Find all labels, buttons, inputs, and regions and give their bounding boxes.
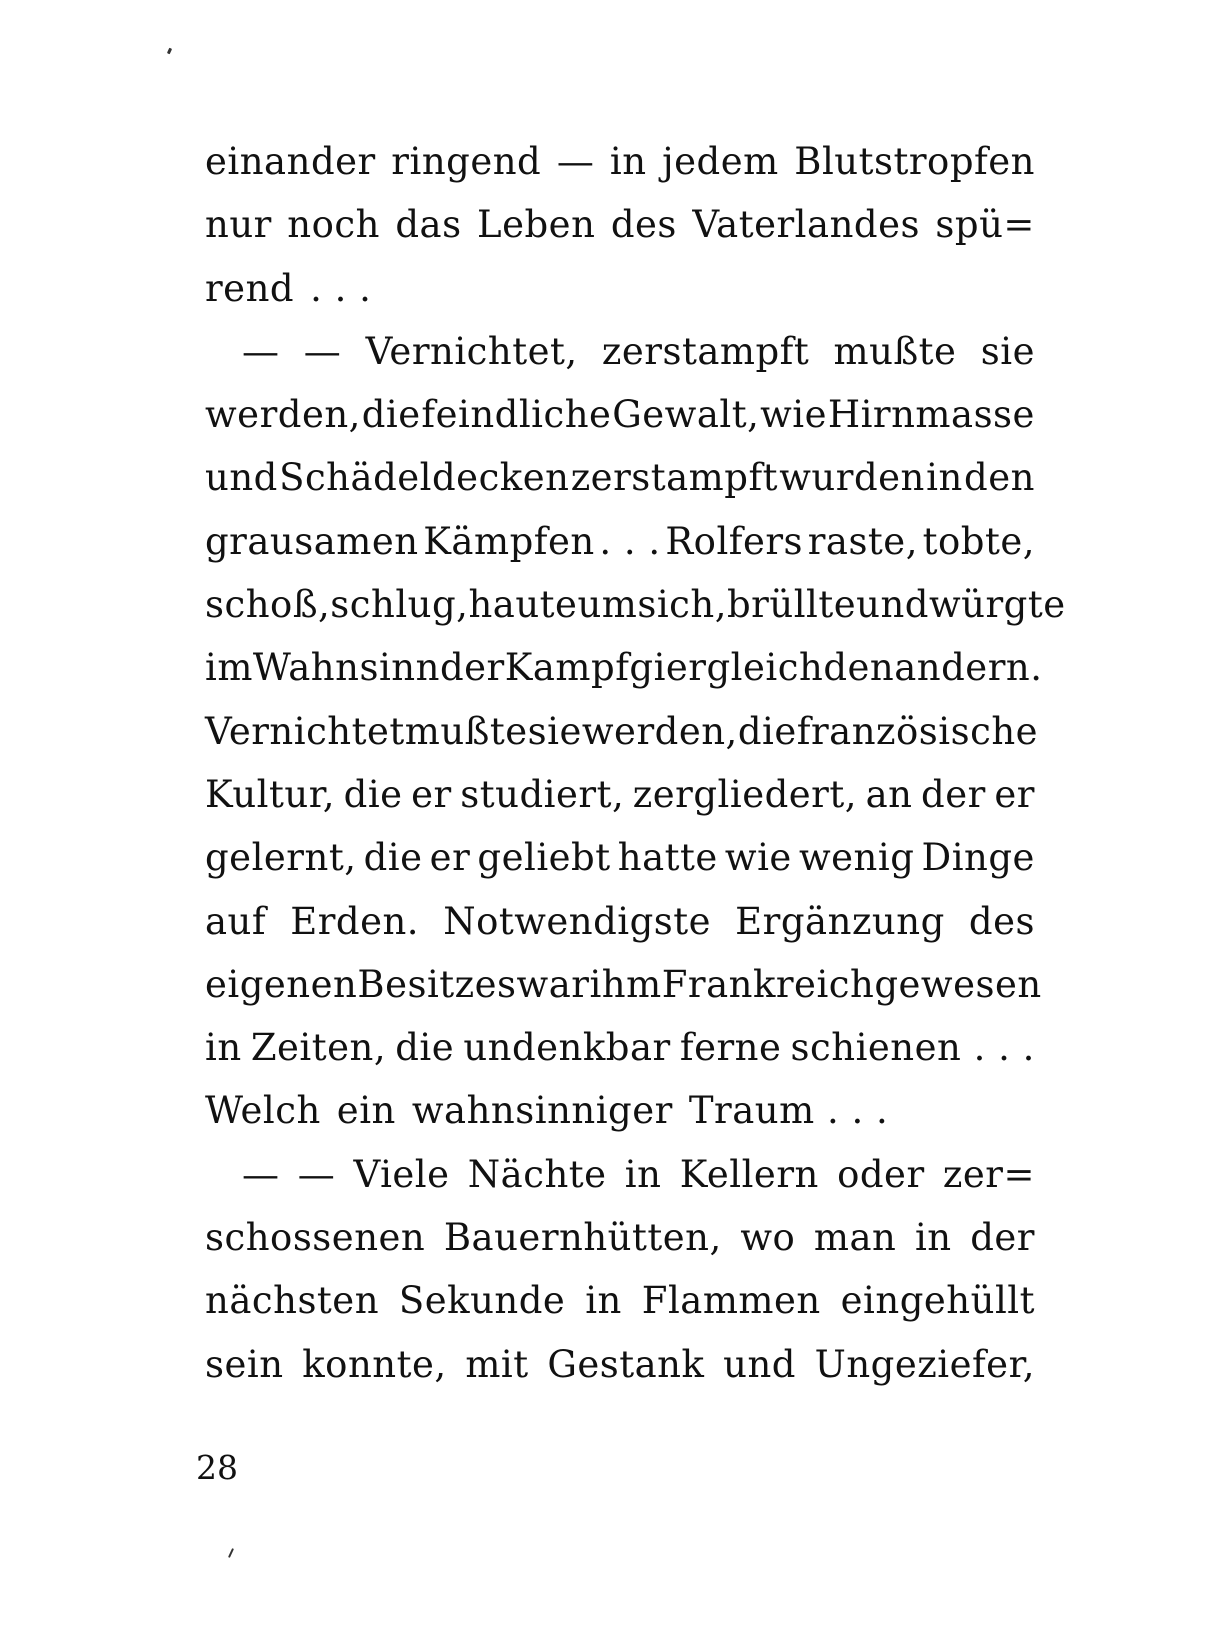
word: grausamen	[205, 519, 419, 563]
text-line	[205, 1143, 1035, 1206]
body-text	[205, 130, 1066, 1396]
word: in	[914, 1216, 952, 1260]
word: ein	[336, 1089, 396, 1133]
text-line	[205, 826, 1035, 889]
word: werden,	[205, 393, 361, 437]
word: gleich	[706, 646, 824, 690]
word: in	[624, 1152, 662, 1196]
text-line	[205, 130, 1035, 193]
word: Besitzes	[357, 962, 517, 1006]
word: mit	[465, 1342, 529, 1386]
word: der	[439, 646, 505, 690]
text-line	[205, 636, 1043, 699]
word: nur	[205, 203, 272, 247]
word: Wahnsinn	[252, 646, 440, 690]
scan-speck	[167, 48, 172, 55]
word: haute	[468, 583, 578, 627]
word: noch	[287, 203, 380, 247]
word: französische	[796, 709, 1039, 753]
word: schoß,	[205, 583, 331, 627]
word: gewesen	[874, 962, 1042, 1006]
word: und	[723, 1342, 796, 1386]
word: werden,	[581, 709, 738, 753]
word: wurden	[779, 456, 925, 500]
word: Vernichtet,	[365, 329, 578, 373]
word: studiert,	[460, 772, 625, 816]
word: Viele	[353, 1152, 450, 1196]
text-line	[205, 1206, 1035, 1269]
word: das	[395, 203, 462, 247]
word: war	[516, 962, 590, 1006]
word: auf	[205, 899, 267, 943]
word: in	[585, 1279, 622, 1323]
word: Gestank	[547, 1342, 705, 1386]
word: Notwendigste	[443, 899, 712, 943]
word: geliebt	[477, 836, 611, 880]
word: den	[823, 646, 895, 690]
word: sich,	[637, 583, 727, 627]
word: Vernichtet	[205, 709, 405, 753]
word: Dinge	[921, 836, 1035, 880]
word: die	[361, 393, 421, 437]
word: feindliche	[421, 393, 612, 437]
word: —	[242, 1152, 280, 1196]
word: . . .	[599, 519, 661, 563]
text-line	[205, 1333, 1035, 1396]
word: Kellern	[679, 1152, 819, 1196]
text-line	[205, 446, 1035, 509]
word: und	[205, 456, 278, 500]
word: Ungeziefer,	[814, 1342, 1035, 1386]
text-line	[205, 193, 1035, 256]
word: nächsten	[205, 1279, 380, 1323]
word: wie	[724, 836, 792, 880]
text-line	[205, 763, 1035, 826]
word: oder	[837, 1152, 925, 1196]
text-line	[205, 320, 1035, 383]
word: schossenen	[205, 1216, 426, 1260]
word: raste,	[807, 519, 918, 563]
word: der	[970, 1216, 1035, 1260]
word: ferne	[679, 1026, 782, 1070]
word: Rolfers	[665, 519, 804, 563]
word: an	[865, 772, 913, 816]
word: und	[856, 583, 929, 627]
word: sie	[980, 329, 1035, 373]
word: Vaterlandes	[692, 203, 920, 247]
word: Erden.	[290, 899, 420, 943]
word: den	[964, 456, 1035, 500]
word: des	[968, 899, 1035, 943]
text-line	[205, 1269, 1035, 1332]
text-line	[205, 1016, 1035, 1079]
word: brüllte	[727, 583, 857, 627]
page-number: 28	[196, 1448, 238, 1487]
word: die	[363, 836, 423, 880]
scan-speck	[228, 1548, 234, 1558]
word: Gewalt,	[612, 393, 760, 437]
text-line	[205, 573, 1066, 636]
word: Flammen	[641, 1279, 821, 1323]
word: . . .	[310, 266, 372, 310]
word: die	[343, 772, 403, 816]
word: Schädeldecken	[279, 456, 570, 500]
word: ihm	[589, 962, 662, 1006]
word: Blutstropfen	[794, 140, 1035, 183]
word: wie	[760, 393, 828, 437]
word: mußte	[833, 329, 957, 373]
word: Traum . . .	[688, 1089, 889, 1133]
word: er	[429, 836, 471, 880]
word: hatte	[617, 836, 718, 880]
word: einander	[205, 140, 376, 183]
word: gelernt,	[205, 836, 357, 880]
word: die	[737, 709, 797, 753]
word: Frankreich	[661, 962, 875, 1006]
word: Nächte	[467, 1152, 607, 1196]
word: —	[242, 329, 280, 373]
word: —	[556, 140, 595, 183]
text-line	[205, 700, 1039, 763]
word: —	[303, 329, 342, 373]
text-line	[205, 383, 1035, 446]
word: tobte,	[922, 519, 1035, 563]
word: Leben	[477, 203, 596, 247]
word: würgte	[929, 583, 1066, 627]
word: der	[921, 772, 986, 816]
word: schlug,	[330, 583, 469, 627]
word: in	[926, 456, 963, 500]
word: rend	[205, 266, 295, 310]
word: wenig	[798, 836, 915, 880]
text-line	[205, 953, 1042, 1016]
text-line	[205, 510, 1035, 573]
word: wo	[740, 1216, 796, 1260]
word: Ergänzung	[735, 899, 945, 943]
word: sein	[205, 1342, 284, 1386]
word: undenkbar	[463, 1026, 671, 1070]
word: ringend	[391, 140, 542, 183]
word: sie	[527, 709, 582, 753]
word: jedem	[662, 140, 779, 183]
word: mußte	[404, 709, 528, 753]
text-line	[205, 890, 1035, 953]
word: des	[610, 203, 677, 247]
word: er	[411, 772, 452, 816]
word: er	[994, 772, 1035, 816]
word: wahnsinniger	[411, 1089, 673, 1133]
word: zergliedert,	[632, 772, 857, 816]
word: Sekunde	[398, 1279, 566, 1323]
word: Kultur,	[205, 772, 336, 816]
word: die	[395, 1026, 455, 1070]
word: —	[297, 1152, 336, 1196]
word: zerstampft	[601, 329, 810, 373]
word: Hirnmasse	[827, 393, 1035, 437]
word: zer=	[942, 1152, 1035, 1196]
word: andern.	[894, 646, 1043, 690]
word: zerstampft	[570, 456, 779, 500]
word: im	[205, 646, 253, 690]
word: Kämpfen	[423, 519, 595, 563]
word: um	[577, 583, 638, 627]
text-line	[205, 1079, 1035, 1142]
word: Welch	[205, 1089, 321, 1133]
text-line	[205, 257, 1035, 320]
word: eingehüllt	[840, 1279, 1035, 1323]
word: spü=	[935, 203, 1035, 247]
word: eigenen	[205, 962, 358, 1006]
word: schienen . . .	[790, 1026, 1035, 1070]
word: Zeiten,	[250, 1026, 387, 1070]
word: Kampfgier	[504, 646, 707, 690]
word: in	[609, 140, 647, 183]
word: konnte,	[302, 1342, 447, 1386]
word: in	[205, 1026, 242, 1070]
word: man	[813, 1216, 897, 1260]
word: Bauernhütten,	[443, 1216, 722, 1260]
